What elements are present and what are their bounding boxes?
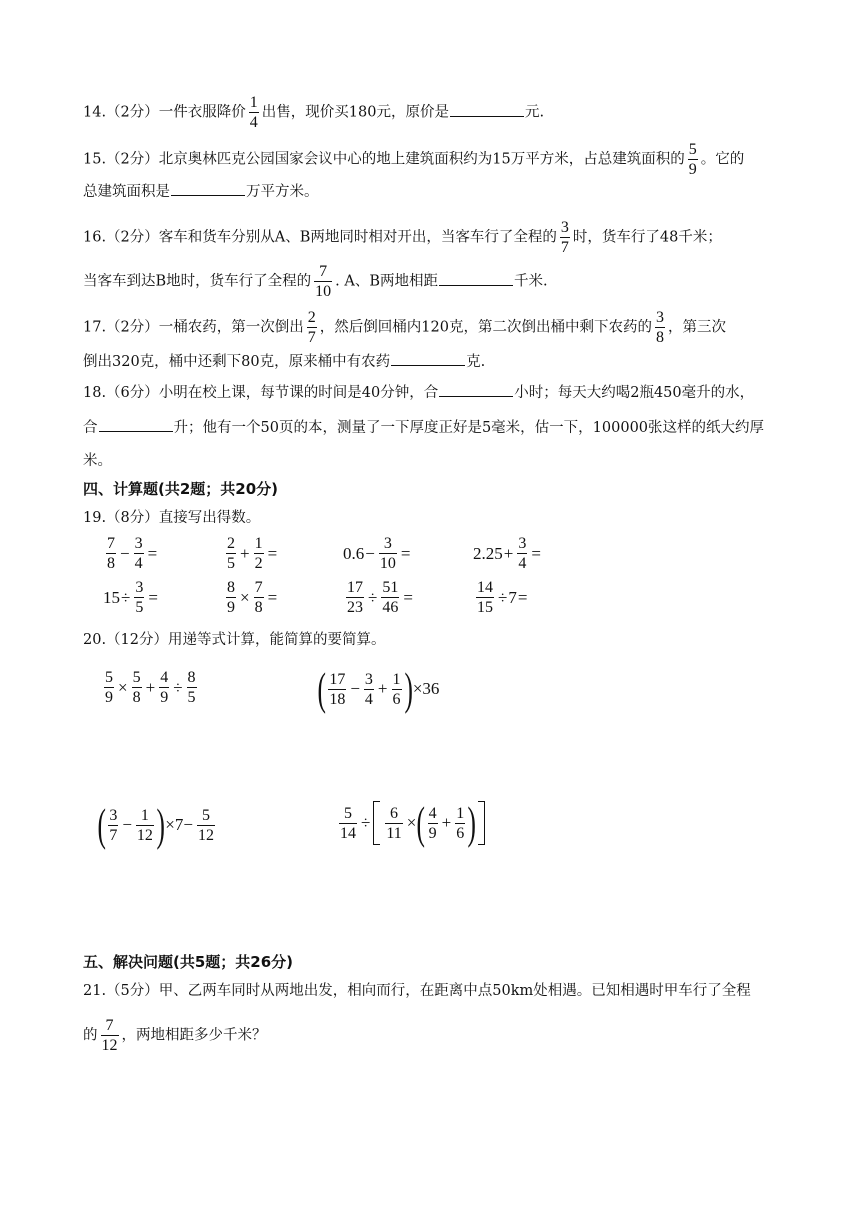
operator: × (240, 587, 250, 607)
operator: ÷ (173, 677, 183, 697)
denominator: 4 (364, 690, 373, 708)
question-17-line1: 17.（2分）一桶农药，第一次倒出 $\frac{2}{7}$ ，然后倒回桶内120克，第二次倒出桶中剩下农药的 $\frac{3}{8}$ ，第三次 (83, 309, 726, 346)
numerator: 17 (347, 579, 363, 596)
q21-fraction: $\frac{7}{12}$ (101, 1017, 118, 1054)
q15-fraction: $\frac{5}{9}$ (688, 141, 697, 178)
oral-calc-item (473, 578, 528, 617)
question-18-line2: 合 升；他有一个50页的本，测量了一下厚度正好是5毫米，估一下，100000张这样的纸大约厚 (83, 416, 764, 438)
number: 2.25 (473, 543, 503, 563)
equals-sign: = (403, 587, 413, 607)
fraction (392, 670, 402, 709)
equals-sign: = (400, 543, 411, 563)
tail: ×36 (412, 679, 440, 698)
denominator: 9 (105, 689, 113, 706)
left-paren: ( (416, 797, 426, 848)
fraction (134, 578, 144, 617)
numerator: 7 (254, 579, 263, 596)
section-4-heading: 四、计算题(共2题；共20分) (83, 480, 279, 498)
fraction (134, 534, 144, 573)
question-14: 14.（2分）一件衣服降价 $\frac{1}{4}$ 出售，现价买180元，原价是 元. (83, 94, 545, 131)
denominator: 2 (254, 555, 263, 572)
denominator: 4 (134, 555, 143, 572)
operator: ÷ (361, 813, 371, 832)
q18-answer-blank-2[interactable] (99, 416, 173, 432)
numerator: 5 (132, 669, 141, 686)
numerator: 1 (392, 670, 401, 688)
numerator: 17 (329, 670, 346, 688)
fraction (346, 578, 364, 617)
operator: + (240, 543, 250, 563)
operator: + (145, 677, 156, 697)
operator: − (350, 679, 360, 698)
question-16-line2: 当客车到达B地时，货车行了全程的 $\frac{7}{10}$ . A、B两地相距 千米. (83, 263, 548, 300)
fraction (381, 578, 399, 617)
fraction (455, 804, 465, 843)
tail: ×7− (165, 815, 193, 834)
denominator: 14 (340, 824, 356, 842)
fraction (136, 806, 154, 845)
right-bracket (478, 801, 485, 845)
operator: ÷ (368, 587, 378, 607)
oral-calc-item (223, 534, 278, 573)
numerator: 6 (390, 804, 399, 822)
number: 7 (508, 587, 517, 607)
question-17-line2: 倒出320克，桶中还剩下80克，原来桶中有农药 克. (83, 350, 485, 372)
equals-sign: = (517, 587, 528, 607)
operator: + (503, 543, 514, 563)
fraction (254, 578, 264, 617)
numerator: 8 (227, 579, 235, 596)
numerator: 4 (160, 669, 169, 686)
denominator: 12 (197, 826, 214, 844)
q14-answer-blank[interactable] (450, 101, 524, 117)
operator: + (377, 679, 388, 698)
denominator: 8 (132, 689, 141, 706)
numerator: 3 (135, 579, 144, 596)
equals-sign: = (147, 543, 158, 563)
denominator: 5 (187, 689, 196, 706)
operator: + (441, 813, 452, 832)
equals-sign: = (267, 587, 278, 607)
q14-text-mid: 出售，现价买180元，原价是 (261, 104, 449, 121)
question-15-line1: 15.（2分）北京奥林匹克公园国家会议中心的地上建筑面积约为15万平方米，占总建筑面积的 $\frac{5}{9}$ 。它的 (83, 141, 745, 178)
fraction (428, 804, 438, 843)
oral-calc-item (343, 578, 414, 617)
fraction (104, 668, 114, 707)
expression-2 (317, 663, 440, 714)
numerator: 4 (428, 804, 437, 822)
fraction (379, 534, 397, 573)
numerator: 1 (254, 535, 263, 552)
operator: − (122, 815, 132, 834)
oral-calc-item (103, 578, 159, 617)
question-21-line1: 21.（5分）甲、乙两车同时从两地出发，相向而行，在距离中点50km处相遇。已知相遇时甲车行了全程 (83, 983, 751, 999)
numerator: 5 (201, 806, 210, 824)
operator: ÷ (498, 587, 508, 607)
denominator: 9 (160, 689, 169, 706)
denominator: 6 (456, 824, 465, 842)
denominator: 5 (227, 555, 235, 572)
oral-calc-item (223, 578, 278, 617)
numerator: 8 (187, 669, 196, 686)
numerator: 3 (109, 806, 118, 824)
denominator: 15 (477, 599, 493, 616)
fraction (106, 534, 116, 573)
q16-fraction-1: $\frac{3}{7}$ (560, 219, 569, 256)
denominator: 46 (382, 599, 399, 616)
denominator: 9 (227, 599, 235, 616)
q16-answer-blank[interactable] (439, 270, 513, 286)
fraction (476, 578, 494, 617)
numerator: 3 (134, 535, 143, 552)
q16-fraction-2: $\frac{7}{10}$ (315, 263, 332, 300)
question-20-label: 20.（12分）用递等式计算，能简算的要简算。 (83, 632, 386, 648)
denominator: 7 (109, 826, 118, 844)
q17-fraction-2: $\frac{3}{8}$ (655, 309, 664, 346)
q17-answer-blank[interactable] (391, 350, 465, 366)
equals-sign: = (267, 543, 278, 563)
fraction (328, 670, 346, 709)
fraction (226, 578, 236, 617)
fraction (226, 534, 236, 573)
numerator: 1 (456, 804, 465, 822)
right-paren: ) (467, 797, 477, 848)
numerator: 5 (105, 669, 113, 686)
number: 15 (103, 587, 120, 607)
denominator: 4 (518, 555, 527, 572)
denominator: 8 (107, 555, 115, 572)
operator: ÷ (121, 587, 131, 607)
left-bracket (373, 801, 380, 845)
number: 0.6 (343, 543, 365, 563)
question-16-line1: 16.（2分）客车和货车分别从A、B两地同时相对开出，当客车行了全程的 $\frac{3}{7}$ 时，货车行了48千米； (83, 219, 722, 256)
fraction (254, 534, 264, 573)
fraction (364, 670, 374, 709)
equals-sign: = (148, 587, 158, 607)
question-18-line3: 米。 (83, 453, 112, 469)
left-paren: ( (97, 799, 106, 850)
numerator: 1 (140, 806, 149, 824)
denominator: 5 (135, 599, 144, 616)
question-18-line1: 18.（6分）小明在校上课，每节课的时间是40分钟，合 小时；每天大约喝2瓶450毫升的水， (83, 381, 754, 403)
right-paren: ) (403, 663, 413, 714)
numerator: 7 (107, 535, 115, 552)
expression-1 (101, 668, 200, 707)
question-21-line2: 的 $\frac{7}{12}$ ，两地相距多少千米？ (83, 1017, 267, 1054)
denominator: 12 (136, 826, 153, 844)
denominator: 9 (428, 824, 437, 842)
oral-calc-item (343, 534, 411, 573)
fraction (132, 668, 142, 707)
question-15-line2: 总建筑面积是 万平方米。 (83, 180, 319, 202)
fraction (187, 668, 197, 707)
fraction (197, 806, 215, 845)
numerator: 14 (477, 579, 493, 596)
denominator: 10 (379, 555, 396, 572)
question-19-label: 19.（8分）直接写出得数。 (83, 510, 261, 526)
fraction (108, 806, 118, 845)
q15-answer-blank[interactable] (171, 180, 245, 196)
q14-fraction: $\frac{1}{4}$ (249, 94, 258, 131)
fraction (385, 804, 402, 843)
fraction (339, 804, 357, 843)
left-paren: ( (317, 663, 326, 714)
equals-sign: = (531, 543, 541, 563)
expression-4 (336, 797, 487, 848)
denominator: 18 (329, 690, 346, 708)
q18-answer-blank-1[interactable] (439, 381, 513, 397)
oral-calc-item (473, 534, 542, 573)
expression-3 (97, 799, 218, 850)
numerator: 3 (383, 535, 392, 552)
numerator: 3 (364, 670, 373, 688)
operator: − (365, 543, 375, 563)
numerator: 2 (227, 535, 235, 552)
fraction (159, 668, 169, 707)
numerator: 51 (382, 579, 399, 596)
denominator: 8 (254, 599, 263, 616)
numerator: 3 (518, 535, 527, 552)
denominator: 11 (386, 824, 402, 842)
operator: × (406, 813, 417, 832)
denominator: 6 (392, 690, 401, 708)
operator: × (118, 677, 128, 697)
numerator: 5 (344, 804, 352, 822)
q14-text: 14.（2分）一件衣服降价 (83, 104, 246, 121)
fraction (517, 534, 527, 573)
section-5-heading: 五、解决问题(共5题；共26分) (83, 953, 294, 971)
right-paren: ) (156, 799, 165, 850)
q17-fraction-1: $\frac{2}{7}$ (307, 309, 316, 346)
operator: − (120, 543, 130, 563)
oral-calc-item (103, 534, 158, 573)
denominator: 23 (347, 599, 363, 616)
